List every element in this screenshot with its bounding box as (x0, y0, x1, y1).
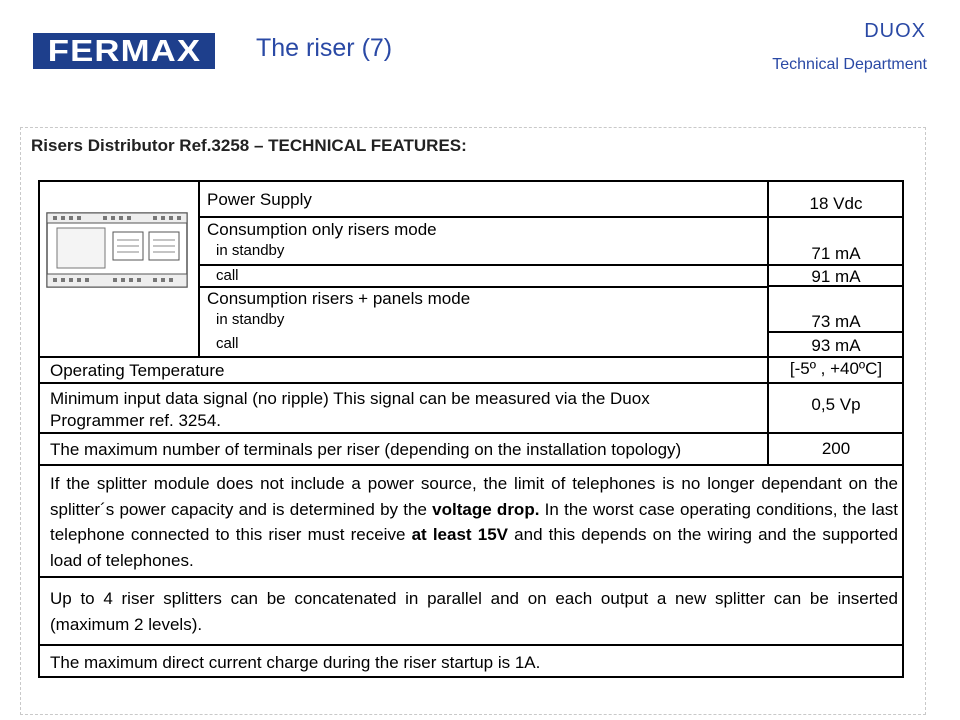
terminals-value: 200 (821, 439, 851, 458)
power-supply-value: 18 Vdc (809, 194, 863, 213)
brand-label: DUOX (864, 20, 926, 42)
fermax-logo (33, 33, 215, 69)
risers-standby-label: in standby (216, 242, 285, 259)
risers-standby-value: 71 mA (811, 244, 861, 263)
signal-value: 0,5 Vp (811, 395, 861, 414)
spec-table (38, 180, 904, 678)
risers-call-value: 91 mA (811, 267, 861, 286)
voltage-drop-note: If the splitter module does not include a power source, the limit of telephones is no longer dependant on the splitter´s power capacity and is determined by the voltage drop. In the worst case operating conditions, the last telephone connected to this riser must receive at least 15V and this depends on the wiring and the supported load of telephones. (50, 474, 899, 570)
startup-current-note: The maximum direct current charge during the riser startup is 1A. (50, 653, 541, 672)
power-supply-label: Power Supply (207, 190, 312, 209)
logo-text: FERMAX (47, 33, 201, 68)
panels-mode-label: Consumption risers + panels mode (207, 289, 471, 308)
panels-call-label: call (216, 335, 239, 352)
risers-mode-label: Consumption only risers mode (207, 220, 437, 239)
splitter-concatenation-note: Up to 4 riser splitters can be concatenated in parallel and on each output a new splitter can be inserted (maximum 2 levels). (50, 589, 898, 634)
panels-standby-label: in standby (216, 311, 285, 328)
page-title: The riser (7) (256, 34, 393, 62)
signal-label-line-1: Minimum input data signal (no ripple) This signal can be measured via the Duox (50, 389, 650, 408)
panels-standby-value: 73 mA (811, 312, 861, 331)
device-illustration (43, 210, 191, 290)
panels-call-value: 93 mA (811, 336, 861, 355)
temperature-value: [-5º , +40ºC] (789, 359, 883, 378)
signal-label-line-2: Programmer ref. 3254. (50, 411, 222, 430)
terminals-label: The maximum number of terminals per riser (depending on the installation topology) (50, 440, 682, 459)
risers-call-label: call (216, 267, 239, 284)
section-title: Risers Distributor Ref.3258 – TECHNICAL FEATURES: (31, 136, 467, 155)
temperature-label: Operating Temperature (50, 361, 225, 380)
department-label: Technical Department (772, 56, 927, 73)
